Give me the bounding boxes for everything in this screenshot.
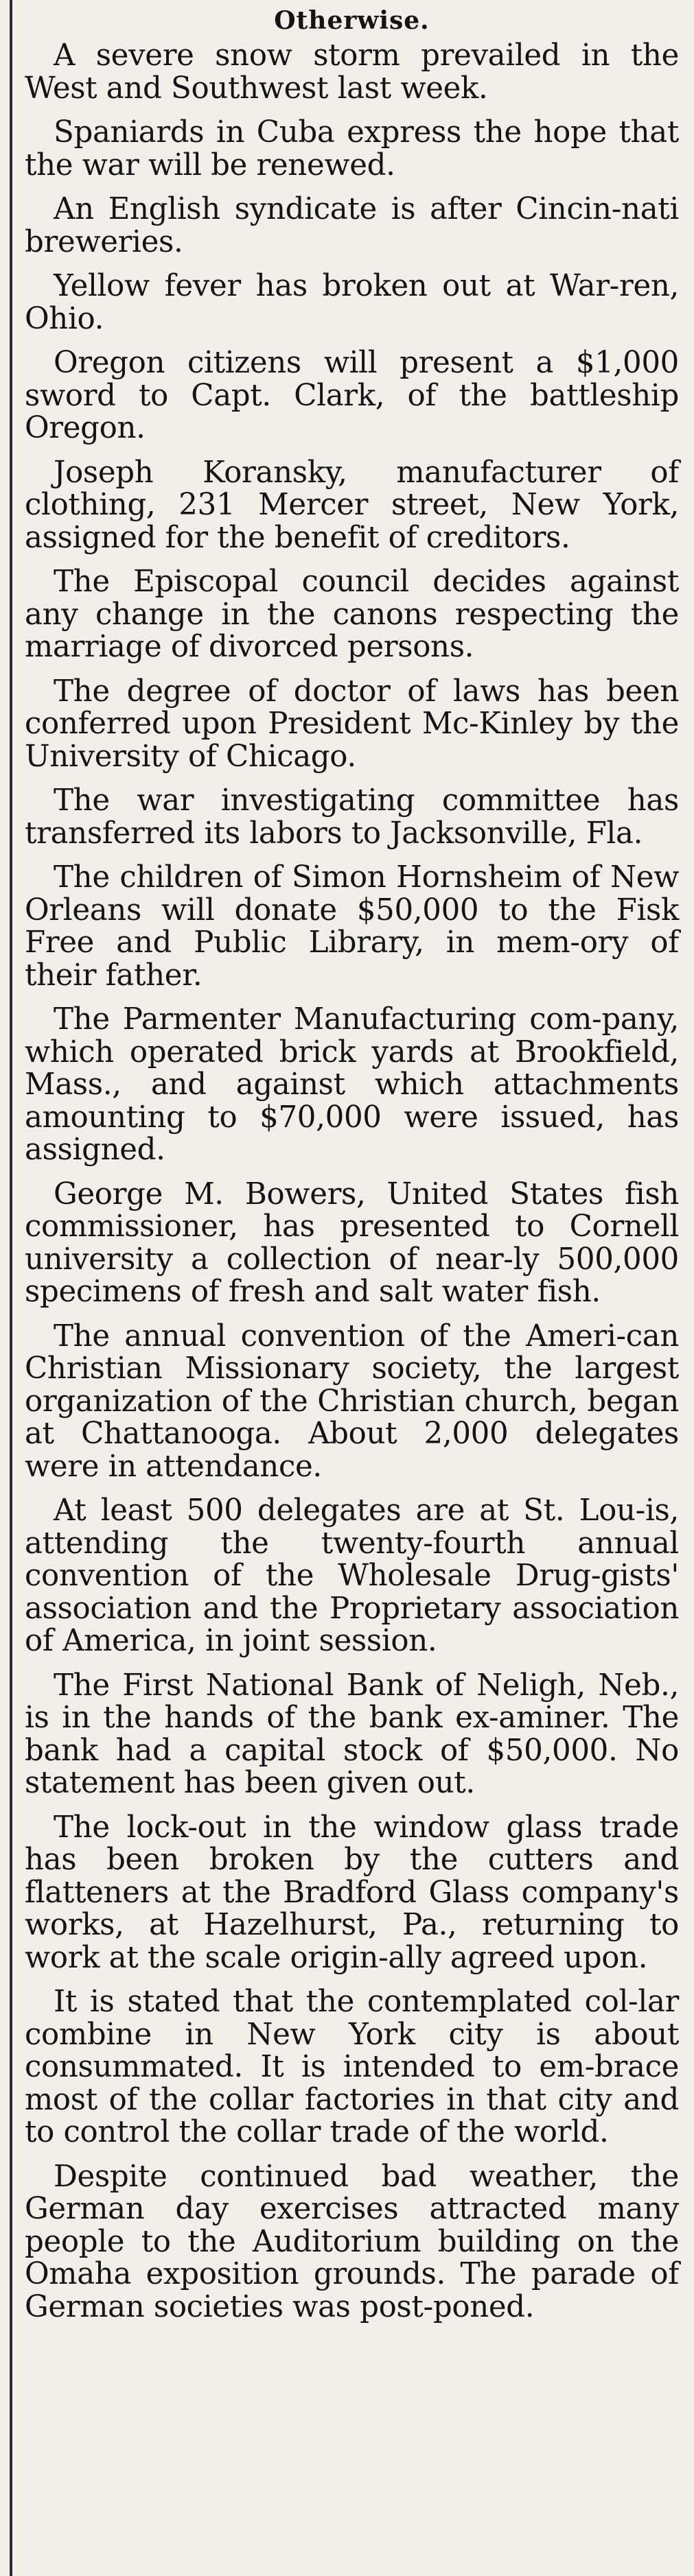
news-item: Despite continued bad weather, the German day exercises attracted many people to the Auditorium building on the Omaha exposition grounds. The parade of German societies was post-poned. xyxy=(25,2159,679,2324)
news-item: George M. Bowers, United States fish commissioner, has presented to Cornell university a collection of near-ly 500,000 specimens of fresh and salt water fish. xyxy=(25,1177,679,1309)
news-item: The war investigating committee has transferred its labors to Jacksonville, Fla. xyxy=(25,783,679,851)
news-item: The annual convention of the Ameri-can Christian Missionary society, the largest organization of the Christian church, began at Chattanooga. About 2,000 delegates were in attendance. xyxy=(25,1319,679,1484)
news-item: A severe snow storm prevailed in the West and Southwest last week. xyxy=(25,38,679,106)
news-item: An English syndicate is after Cincin-nati breweries. xyxy=(25,192,679,259)
news-item: The degree of doctor of laws has been conferred upon President Mc-Kinley by the University of Chicago. xyxy=(25,674,679,774)
news-item: The children of Simon Hornsheim of New Orleans will donate $50,000 to the Fisk Free and Public Library, in mem-ory of their father. xyxy=(25,860,679,993)
news-item: Spaniards in Cuba express the hope that the war will be renewed. xyxy=(25,115,679,182)
news-item: Oregon citizens will present a $1,000 sword to Capt. Clark, of the battleship Oregon. xyxy=(25,346,679,445)
news-item: At least 500 delegates are at St. Lou-is, attending the twenty-fourth annual convention of the Wholesale Drug-gists' association and the Proprietary association of America, in joint session. xyxy=(25,1493,679,1658)
section-heading: Otherwise. xyxy=(274,6,430,35)
news-item: It is stated that the contemplated col-lar combine in New York city is about consummated. It is intended to em-brace most of the collar factories in that city and to control the collar trade of the world. xyxy=(25,1985,679,2149)
news-item: The lock-out in the window glass trade has been broken by the cutters and flatteners at the Bradford Glass company's works, at Hazelhurst, Pa., returning to work at the scale origin-ally agreed upon. xyxy=(25,1810,679,1975)
news-item: The Parmenter Manufacturing com-pany, which operated brick yards at Brookfield, Mass., and against which attachments amounting to $70,000 were issued, has assigned. xyxy=(25,1002,679,1167)
news-item: Joseph Koransky, manufacturer of clothing, 231 Mercer street, New York, assigned for the benefit of creditors. xyxy=(25,455,679,555)
news-item: The First National Bank of Neligh, Neb., is in the hands of the bank ex-aminer. The bank had a capital stock of $50,000. No statement has been given out. xyxy=(25,1668,679,1800)
news-item: Yellow fever has broken out at War-ren, Ohio. xyxy=(25,269,679,336)
news-item: The Episcopal council decides against any change in the canons respecting the marriage of divorced persons. xyxy=(25,565,679,664)
